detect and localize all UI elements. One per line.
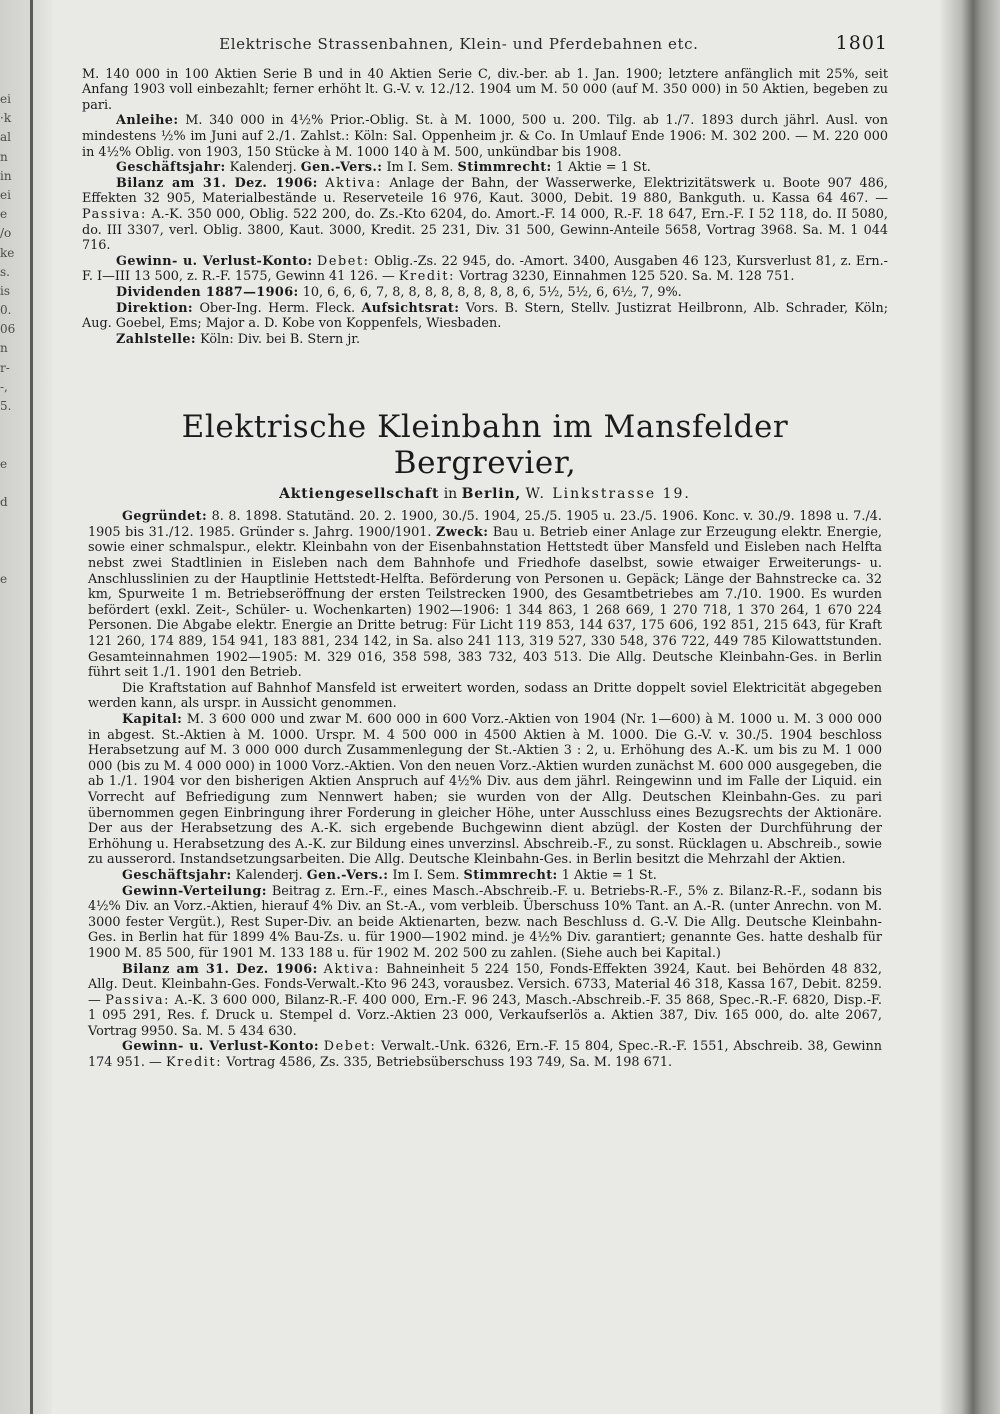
bilanz-passiva-text: A.-K. 350 000, Oblig. 522 200, do. Zs.-Kto 6204, do. Amort.-F. 14 000, R.-F. 18 647, Ern.-F. I 52 118, do. II 5080, do. III 3307, verl. Oblig. 3800, Kaut. 3000, Kredit. 25 231, Div. 31 500, Gewinn-Anteile 5658, Vortrag 3968. Sa. M. 1 044 716. xyxy=(82,206,888,254)
bilanz-paragraph-2 xyxy=(88,962,882,1040)
left-margin-fragment xyxy=(0,551,16,570)
company-city: Berlin, xyxy=(461,486,522,503)
guv-paragraph xyxy=(82,254,888,285)
dividenden-label: Dividenden 1887—1906: xyxy=(116,284,299,300)
left-margin-fragment: ke xyxy=(0,245,15,260)
debet-word: Debet: xyxy=(316,253,370,269)
bilanz-aktiva-text: Anlage der Bahn, der Wasserwerke, Elektrizitätswerk u. Boote 907 486, Effekten 32 905, Materialbestände u. Reserveteile 16 976, Kaut. 3000, Debit. 19 880, Bankguth. u. Kassa 64 467. — xyxy=(82,175,888,207)
kapital-label: Kapital: xyxy=(122,712,183,727)
meta-paragraph-2 xyxy=(88,868,882,884)
left-margin-fragment: d xyxy=(0,494,8,509)
direktion-label: Direktion: xyxy=(116,300,194,316)
aufsichtsrat-label: Aufsichtsrat: xyxy=(361,300,460,316)
left-margin-fragment xyxy=(0,531,16,550)
sr-label-2: Stimmrecht: xyxy=(463,867,558,883)
sr-text-2: 1 Aktie = 1 St. xyxy=(561,867,657,883)
sr-label: Stimmrecht: xyxy=(457,160,552,176)
company-address: W. Linkstrasse 19. xyxy=(525,486,691,503)
aktiva-word-2: Aktiva: xyxy=(323,961,381,977)
left-margin-fragment: n xyxy=(0,149,8,164)
gewinn-verteilung-label: Gewinn-Verteilung: xyxy=(122,883,267,899)
gv-label: Gen.-Vers.: xyxy=(300,160,383,176)
page-number: 1801 xyxy=(835,32,888,54)
left-margin-fragment: e xyxy=(0,207,8,222)
subtitle-in: in xyxy=(443,486,458,503)
left-margin-fragment: ei xyxy=(0,187,11,202)
page-content xyxy=(82,32,889,1071)
kapital-paragraph xyxy=(88,712,882,868)
bilanz-paragraph xyxy=(82,176,888,254)
left-margin-fragment: e xyxy=(0,571,8,586)
left-margin-fragment: e xyxy=(0,456,8,471)
passiva-word-2: Passiva: xyxy=(105,992,171,1008)
gegruendet-label: Gegründet: xyxy=(122,509,208,525)
bilanz-aktiva-text-2: Bahneinheit 5 224 150, Fonds-Effekten 3924, Kaut. bei Behörden 48 832, Allg. Deut. Kleinbahn-Ges. Fonds-Verwalt.-Kto 96 243, vorausbez. Versich. 6733, Material 46 318, Kassa 167, Debit. 8259. — xyxy=(88,961,882,1008)
guv-label-2: Gewinn- u. Verlust-Konto: xyxy=(122,1039,319,1055)
kredit-word-2: Kredit: xyxy=(165,1055,223,1071)
gewinn-verteilung-paragraph xyxy=(88,884,882,962)
gj-text-2: Kalenderj. xyxy=(235,867,303,883)
section-mansfelder-kleinbahn xyxy=(82,409,888,1070)
bilanz-passiva-text-2: A.-K. 3 600 000, Bilanz-R.-F. 400 000, Ern.-F. 96 243, Masch.-Abschreib.-F. 35 868, Spec.-R.-F. 6820, Disp.-F. 1 095 291, Res. f. Druck u. Stempel d. Vorz.-Aktien 23 000, Verkaufserlös a. Aktien 387, Div. 165 000, do. alte 2067, Vortrag 9950. Sa. M. 5 434 630. xyxy=(88,992,882,1039)
section-gap xyxy=(82,347,888,409)
company-subtitle xyxy=(88,485,882,503)
left-margin-fragment: in xyxy=(0,168,12,183)
left-margin-fragment xyxy=(0,416,16,435)
page-header xyxy=(82,32,888,54)
gj-label: Geschäftsjahr: xyxy=(116,160,226,176)
guv-debet-text-2: Verwalt.-Unk. 6326, Ern.-F. 15 804, Spec.-R.-F. 1551, Abschreib. 38, Gewinn 174 951. — xyxy=(88,1039,882,1071)
left-margin-fragment: is xyxy=(0,283,10,298)
gv-text-2: Im I. Sem. xyxy=(392,867,460,883)
left-margin-fragment: /o xyxy=(0,226,12,241)
zahlstelle-label: Zahlstelle: xyxy=(116,331,197,347)
direktion-text: Ober-Ing. Herm. Fleck. xyxy=(199,300,356,316)
guv-paragraph-2 xyxy=(88,1039,882,1070)
guv-kredit-text-2: Vortrag 4586, Zs. 335, Betriebsüberschuss 193 749, Sa. M. 198 671. xyxy=(226,1055,673,1071)
guv-debet-text: Oblig.-Zs. 22 945, do. -Amort. 3400, Ausgaben 46 123, Kursverlust 81, z. Ern.-F. I—III 13 500, z. R.-F. 1575, Gewinn 41 126. — xyxy=(82,253,888,285)
gv-label-2: Gen.-Vers.: xyxy=(306,867,389,883)
kapital-text: M. 3 600 000 und zwar M. 600 000 in 600 Vorz.-Aktien von 1904 (Nr. 1—600) à M. 1000 u. M. 3 000 000 in abgest. St.-Aktien à M. 1000. Urspr. M. 4 500 000 in 4500 Aktien à M. 1000. Die G.-V. v. 30./5. 1904 beschloss Herabsetzung auf M. 3 000 000 durch Zusammenlegung der St.-Aktien 3 : 2, u. Erhöhung des A.-K. um bis zu M. 1 000 000 (bis zu M. 4 000 000) in 1000 Vorz.-Aktien. Von den neuen Vorz.-Aktien wurden zunächst M. 600 000 ausgegeben, die ab 1./1. 1904 vor den bisherigen Aktien Anspruch auf 4½% Div. aus dem jährl. Reingewinn und im Falle der Liquid. ein Vorrecht auf Befriedigung zum Nennwert haben; sie wurden von der Allg. Deutschen Kleinbahn-Ges. zu pari übernommen gegen Einbringung ihrer Forderung in gleicher Höhe, unter Ausschluss eines Bezugsrechts der Aktionäre. Der aus der Herabsetzung des A.-K. sich ergebende Buchgewinn dient abzügl. der Kosten der Durchführung der Erhöhung u. Herabsetzung des A.-K. zur Bildung eines unverzinsl. Abschreib.-F., zu sonst. Rücklagen u. Abschreib., sowie zu ausserord. Instandsetzungsarbeiten. Die Allg. Deutsche Kleinbahn-Ges. in Berlin besitzt die Mehrzahl der Aktien. xyxy=(88,712,882,868)
left-margin-fragment xyxy=(0,589,16,608)
gv-text: Im I. Sem. xyxy=(386,160,454,176)
passiva-word: Passiva: xyxy=(82,206,147,222)
anleihe-label: Anleihe: xyxy=(116,113,179,129)
zahlstelle-paragraph xyxy=(82,332,888,348)
left-margin-fragment: al xyxy=(0,130,11,145)
binding-line xyxy=(30,0,33,1414)
left-margin-fragment: n xyxy=(0,341,8,356)
sr-text: 1 Aktie = 1 St. xyxy=(555,160,651,176)
left-margin-fragment xyxy=(0,474,16,493)
capital-continuation: M. 140 000 in 100 Aktien Serie B und in 40 Aktien Serie C, div.-ber. ab 1. Jan. 1900; letztere anfänglich mit 25%, seit Anfang 1903 voll einbezahlt; ferner erhöht lt. G.-V. v. 12./12. 1904 um M. 50 000 (auf M. 350 000) in 50 Aktien, begeben zu pari. xyxy=(82,66,888,113)
gegruendet-paragraph xyxy=(88,509,882,681)
bilanz-label: Bilanz am 31. Dez. 1906: xyxy=(116,175,318,191)
left-margin-fragment: s. xyxy=(0,264,10,279)
dividenden-text: 10, 6, 6, 6, 7, 8, 8, 8, 8, 8, 8, 8, 8, 6, 5½, 5½, 6, 6½, 7, 9%. xyxy=(302,284,682,300)
left-margin-fragments xyxy=(0,90,16,608)
gewinn-verteilung-text: Beitrag z. Ern.-F., eines Masch.-Abschreib.-F. u. Betriebs-R.-F., 5% z. Bilanz-R.-F., sodann bis 4½% Div. an Vorz.-Aktien, hierauf 4% Div. an St.-A., vom verbleib. Überschuss 10% Tant. an A.-R. (unter Anrechn. von M. 3000 fester Vergüt.), Rest Super-Div. an beide Aktienarten, bezw. nach Beschluss d. G.-V. Die Allg. Deutsche Kleinbahn-Ges. in Berlin hat für 1899 4% Bau-Zs. u. für 1900—1902 mind. je 4½% Div. garantiert; genannte Ges. hatte deshalb für 1900 M. 85 500, für 1901 M. 133 188 u. für 1902 M. 202 500 zu zahlen. (Siehe auch bei Kapital.) xyxy=(88,883,882,961)
anleihe-text: M. 340 000 in 4½% Prior.-Oblig. St. à M. 1000, 500 u. 200. Tilg. ab 1./7. 1893 durch jährl. Ausl. von mindestens ½% im Juni auf 2./1. Zahlst.: Köln: Sal. Oppenheim jr. & Co. In Umlauf Ende 1906: M. 302 200. — M. 220 000 in 4½% Oblig. von 1903, 150 Stücke à M. 1000 140 à M. 500, unkündbar bis 1908. xyxy=(82,113,888,160)
zweck-label: Zweck: xyxy=(436,524,489,540)
aufsichtsrat-text: Vors. B. Stern, Stellv. Justizrat Heilbronn, Alb. Schrader, Köln; Aug. Goebel, Ems; Major a. D. Kobe von Koppenfels, Wiesbaden. xyxy=(82,300,889,332)
left-margin-fragment: ei xyxy=(0,92,11,106)
kredit-word: Kredit: xyxy=(398,269,456,285)
zahlstelle-text: Köln: Div. bei B. Stern jr. xyxy=(200,331,361,347)
gegruendet-text: 8. 8. 1898. Statutänd. 20. 2. 1900, 30./5. 1904, 25./5. 1905 u. 23./5. 1906. Konc. v. 30./9. 1898 u. 7./4. 1905 bis 31./12. 1985. Gründer s. Jahrg. 1900/1901. xyxy=(88,509,882,540)
section-previous-company xyxy=(82,67,888,348)
bilanz-label-2: Bilanz am 31. Dez. 1906: xyxy=(122,961,318,977)
meta-paragraph xyxy=(82,160,888,176)
left-margin-fragment: -, xyxy=(0,379,8,394)
zweck-text: Bau u. Betrieb einer Anlage zur Erzeugung elektr. Energie, sowie einer schmalspur., elektr. Kleinbahn von der Eisenbahnstation Hettstedt über Mansfeld und Eisleben nach Helfta nebst zwei Stadtlinien in Eisleben nach dem Bahnhofe und Friedhofe daselbst, sowie etwaiger Erweiterungs- u. Anschlusslinien zu der Hauptlinie Hettstedt-Helfta. Beförderung von Personen u. Gepäck; Länge der Bahnstrecke ca. 32 km, Spurweite 1 m. Betriebseröffnung der ersten Teilstrecken 1900, des Gesamtbetriebes am 7./10. 1900. Es wurden befördert (exkl. Zeit-, Schüler- u. Wochenkarten) 1902—1906: 1 344 863, 1 268 669, 1 270 718, 1 370 264, 1 670 224 Personen. Die Abgabe elektr. Energie an Dritte betrug: Für Licht 119 853, 144 637, 175 606, 192 851, 215 643, für Kraft 121 260, 174 889, 154 941, 183 881, 234 142, in Sa. also 241 113, 319 527, 330 548, 376 722, 449 785 Kilowattstunden. Gesamteinnahmen 1902—1905: M. 329 016, 358 598, 383 732, 403 513. Die Allg. Deutsche Kleinbahn-Ges. in Berlin führt seit 1./1. 1901 den Betrieb. xyxy=(88,524,882,681)
company-title: Elektrische Kleinbahn im Mansfelder Bergrevier, xyxy=(181,409,789,482)
anleihe-paragraph xyxy=(82,113,888,160)
left-margin-fragment: 06 xyxy=(0,322,16,337)
aktiva-word: Aktiva: xyxy=(325,175,382,191)
direktion-paragraph xyxy=(82,301,888,332)
left-margin-fragment: 5. xyxy=(0,399,12,413)
left-margin-fragment xyxy=(0,512,16,531)
kraftstation-paragraph: Die Kraftstation auf Bahnhof Mansfeld ist erweitert worden, sodass an Dritte doppelt soviel Elektricität abgegeben werden kann, als urspr. in Aussicht genommen. xyxy=(88,680,882,712)
debet-word-2: Debet: xyxy=(323,1039,377,1055)
company-form: Aktiengesellschaft xyxy=(279,486,440,503)
left-margin-fragment: r- xyxy=(0,360,10,375)
right-gutter xyxy=(940,0,1000,1414)
dividenden-paragraph xyxy=(82,285,888,301)
left-margin-fragment: ·k xyxy=(0,111,12,126)
guv-kredit-text: Vortrag 3230, Einnahmen 125 520. Sa. M. 128 751. xyxy=(459,269,795,285)
guv-label: Gewinn- u. Verlust-Konto: xyxy=(116,253,313,269)
gj-label-2: Geschäftsjahr: xyxy=(122,867,232,883)
left-margin-fragment: 0. xyxy=(0,303,12,318)
running-head: Elektrische Strassenbahnen, Klein- und Pferdebahnen etc. xyxy=(219,35,699,53)
left-margin-fragment xyxy=(0,435,16,454)
gj-text: Kalenderj. xyxy=(229,160,297,176)
